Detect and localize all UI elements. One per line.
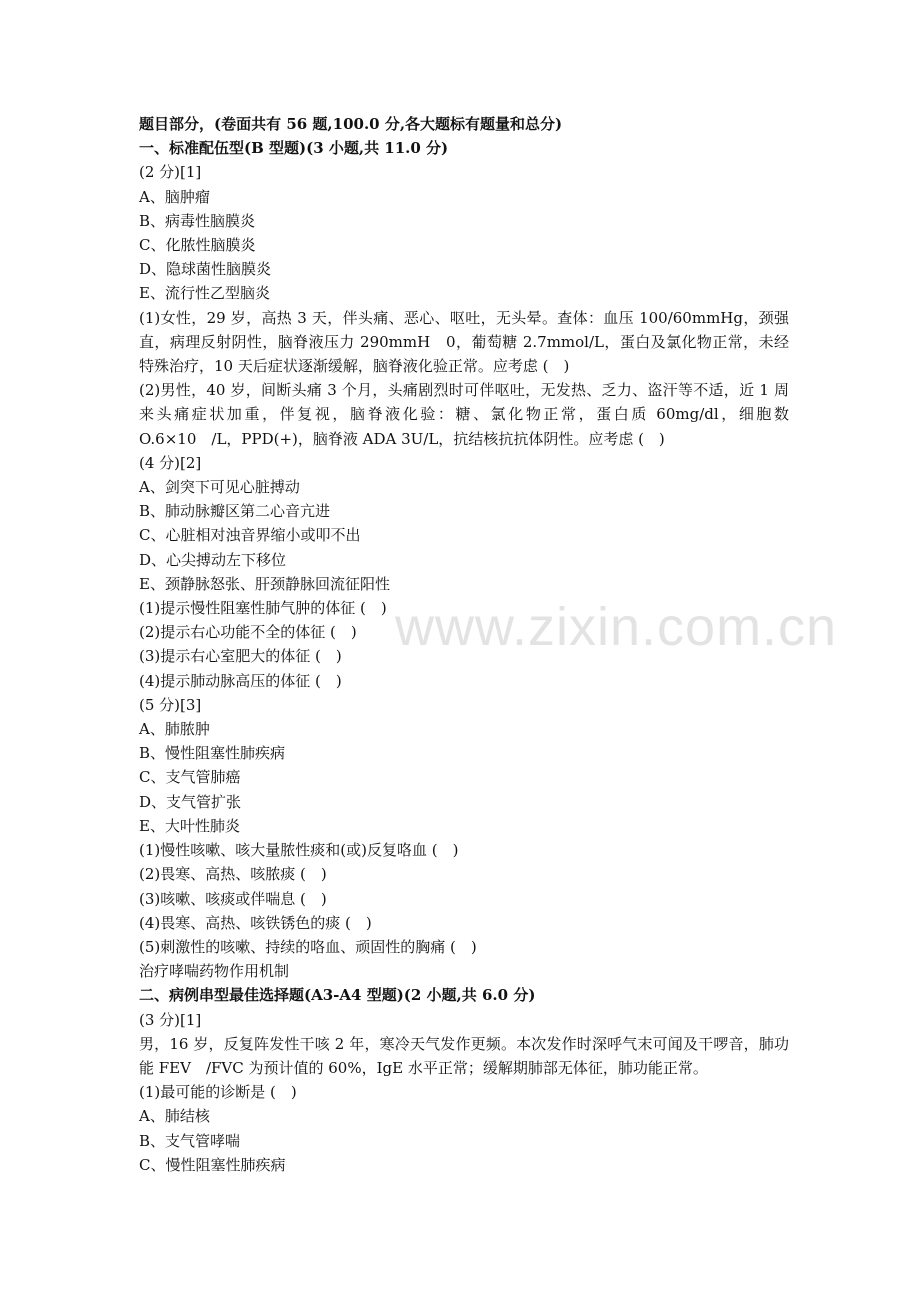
text-line: D、心尖搏动左下移位 [139, 550, 287, 569]
document-body [139, 112, 789, 1177]
text-line: (3)咳嗽、咳痰或伴喘息 ( ) [139, 889, 327, 908]
text-line: (5)刺激性的咳嗽、持续的咯血、顽固性的胸痛 ( ) [139, 937, 477, 956]
text-line: 男，16 岁，反复阵发性干咳 2 年，寒冷天气发作更频。本次发作时深呼气末可闻及干啰音，肺功能 FEV /FVC 为预计值的 60%，IgE 水平正常；缓解期肺部无体征，肺功能正常。 [139, 1034, 789, 1077]
text-line: C、支气管肺癌 [139, 768, 241, 787]
text-line: (4)提示肺动脉高压的体征 ( ) [139, 671, 342, 690]
text-line: A、脑肿瘤 [139, 187, 210, 206]
text-line: E、流行性乙型脑炎 [139, 284, 270, 303]
text-line: (1)慢性咳嗽、咳大量脓性痰和(或)反复咯血 ( ) [139, 841, 459, 860]
watermark: www.zixin.com.cn [395, 597, 838, 657]
text-line: C、心脏相对浊音界缩小或叩不出 [139, 526, 361, 545]
section-heading: 二、病例串型最佳选择题(A3-A4 型题)(2 小题,共 6.0 分) [139, 986, 536, 1005]
text-line: (2)男性，40 岁，间断头痛 3 个月，头痛剧烈时可伴呕吐，无发热、乏力、盗汗等不适，近 1 周来头痛症状加重，伴复视，脑脊液化验：糖、氯化物正常，蛋白质 60mg/dl，细胞数 O.6×10 /L，PPD(+)，脑脊液 ADA 3U/L，抗结核抗抗体阴性。应考虑 ( ) [139, 381, 789, 448]
text-line: D、隐球菌性脑膜炎 [139, 260, 272, 279]
text-line: (3 分)[1] [139, 1010, 202, 1029]
text-line: A、肺结核 [139, 1107, 210, 1126]
section-heading: 一、标准配伍型(B 型题)(3 小题,共 11.0 分) [139, 139, 449, 158]
text-line: E、大叶性肺炎 [139, 816, 240, 835]
text-line: (5 分)[3] [139, 695, 202, 714]
text-line: C、慢性阻塞性肺疾病 [139, 1155, 286, 1174]
text-line: (3)提示右心室肥大的体征 ( ) [139, 647, 342, 666]
text-line: (1)女性，29 岁，高热 3 天，伴头痛、恶心、呕吐，无头晕。查体：血压 100/60mmHg，颈强直，病理反射阴性，脑脊液压力 290mmH 0，葡萄糖 2.7mmol/L，蛋白及氯化物正常，未经特殊治疗，10 天后症状逐渐缓解，脑脊液化验正常。应考虑 ( ) [139, 308, 789, 376]
text-line: D、支气管扩张 [139, 792, 242, 811]
text-line: B、慢性阻塞性肺疾病 [139, 744, 286, 763]
text-line: (1)最可能的诊断是 ( ) [139, 1083, 297, 1102]
text-line: (2)畏寒、高热、咳脓痰 ( ) [139, 865, 327, 884]
text-line: (4 分)[2] [139, 453, 202, 472]
section-heading: 题目部分，(卷面共有 56 题,100.0 分,各大题标有题量和总分) [139, 115, 563, 133]
text-line: C、化脓性脑膜炎 [139, 236, 256, 255]
text-line: A、剑突下可见心脏搏动 [139, 478, 300, 497]
text-line: B、病毒性脑膜炎 [139, 211, 256, 230]
text-line: (1)提示慢性阻塞性肺气肿的体征 ( ) [139, 599, 387, 618]
text-line: B、肺动脉瓣区第二心音亢进 [139, 502, 331, 521]
text-line: B、支气管哮喘 [139, 1131, 241, 1150]
text-line: A、肺脓肿 [139, 720, 210, 739]
text-line: 治疗哮喘药物作用机制 [139, 962, 290, 981]
text-line: (2 分)[1] [139, 163, 202, 182]
text-line: (2)提示右心功能不全的体征 ( ) [139, 623, 357, 642]
text-line: E、颈静脉怒张、肝颈静脉回流征阳性 [139, 574, 390, 593]
text-line: (4)畏寒、高热、咳铁锈色的痰 ( ) [139, 913, 372, 932]
